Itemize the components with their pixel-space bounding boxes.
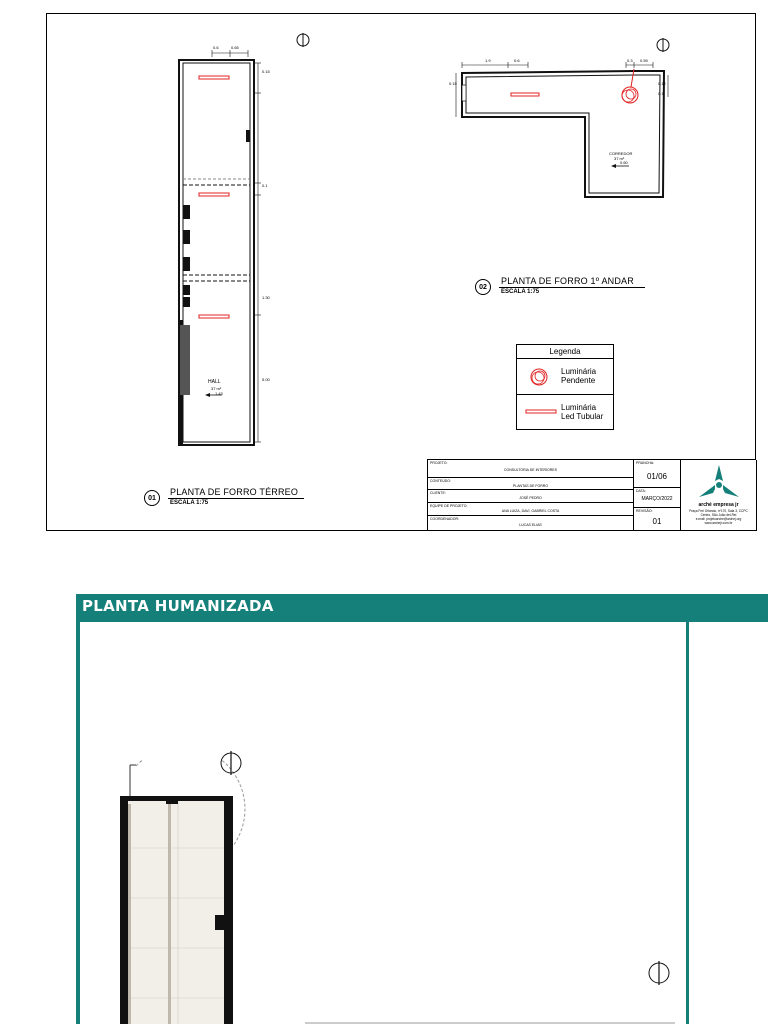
legend-box	[516, 344, 614, 430]
dim2-right-b: 0.1	[658, 91, 664, 96]
plan-title: PLANTA DE FORRO TÉRREO	[170, 487, 299, 497]
title-block	[427, 459, 756, 531]
title-underline	[168, 498, 304, 499]
section-title: PLANTA HUMANIZADA	[82, 597, 274, 615]
dim2-top-a: 1.9	[485, 58, 491, 63]
plan-title: PLANTA DE FORRO 1º ANDAR	[501, 276, 634, 286]
room-area-hall: 37 m²	[211, 386, 222, 391]
room-area-corredor: 37 m²	[614, 156, 625, 161]
humanized-floor-plan	[110, 760, 250, 1024]
legend-title: Legenda	[517, 345, 613, 359]
company-address: Praça Frei Orlando, nº170, Sala 3, CCPC	[689, 509, 748, 513]
dim2-right-a: 0.12	[658, 81, 666, 86]
room-height-hall: 1.43	[215, 391, 223, 396]
first-floor-ceiling-plan	[448, 55, 673, 205]
dim-side-1: 0.15	[262, 69, 270, 74]
title-underline	[499, 287, 645, 288]
dim2-left: 0.15	[449, 81, 457, 86]
frame-left-border	[76, 622, 80, 1024]
company-website: www.archejr.com.br	[704, 521, 733, 525]
plan-scale: ESCALA 1:75	[170, 500, 209, 506]
legend-label-2: Pendente	[561, 376, 596, 385]
dim2-top-c: 0.3	[627, 58, 633, 63]
plan-number-bubble: 01	[144, 490, 160, 506]
plan-number-bubble: 02	[475, 279, 491, 295]
legend-label-2: Led Tubular	[561, 412, 604, 421]
room-height-corredor: 0.60	[620, 160, 628, 165]
tb-data: DATA: MARÇO/2022	[634, 488, 681, 508]
dim-top-b: 0.65	[231, 45, 239, 50]
dim2-top-d: 0.59	[640, 58, 648, 63]
legend-item-pendant	[517, 359, 613, 394]
company-name: arché empresa jr	[698, 502, 739, 508]
dim-side-3: 1.30	[262, 295, 270, 300]
tb-projeto: PROJETO: CONSULTORIA DE INTERIORES	[428, 460, 634, 478]
company-email: e-mail: projetoarche@archej.org	[695, 517, 742, 521]
north-arrow-icon	[646, 960, 672, 986]
legend-label-1: Luminária	[561, 367, 597, 376]
tb-conteudo: CONTEÚDO: PLANTAS DE FORRO	[428, 478, 634, 490]
north-arrow-icon	[218, 750, 244, 776]
legend-item-tubular	[517, 394, 613, 430]
dim-side-2: 0.1	[262, 183, 268, 188]
company-address: Centro, São João del-Rei	[700, 513, 737, 517]
room-name-corredor: CORREDOR	[609, 151, 633, 156]
dim2-top-b: 0.6	[514, 58, 520, 63]
frame-right-border	[686, 622, 689, 1024]
pendant-light-icon	[529, 367, 549, 387]
north-arrow-icon	[655, 37, 671, 53]
plan-scale: ESCALA 1:75	[501, 289, 540, 295]
tubular-led-icon	[525, 409, 557, 415]
dim-side-4: 5.00	[262, 377, 270, 382]
tb-cliente: CLIENTE: JOSÉ PEDRO	[428, 490, 634, 503]
tb-equipe: EQUIPE DE PROJETO: ANA LUIZA, DAVI, GABRIEL COSTA	[428, 503, 634, 516]
legend-label-1: Luminária	[561, 403, 597, 412]
north-arrow-icon	[295, 32, 311, 48]
tb-prancha: PRANCHA: 01/06	[634, 460, 681, 488]
dim-top-a: 0.6	[213, 45, 219, 50]
tb-coordenador: COORDENADOR: LUCAS ELIAS	[428, 516, 634, 531]
company-logo-icon	[697, 463, 741, 501]
room-name-hall: HALL	[208, 379, 221, 385]
tb-logo-cell	[681, 460, 757, 531]
tb-revisao: REVISÃO: 01	[634, 508, 681, 531]
